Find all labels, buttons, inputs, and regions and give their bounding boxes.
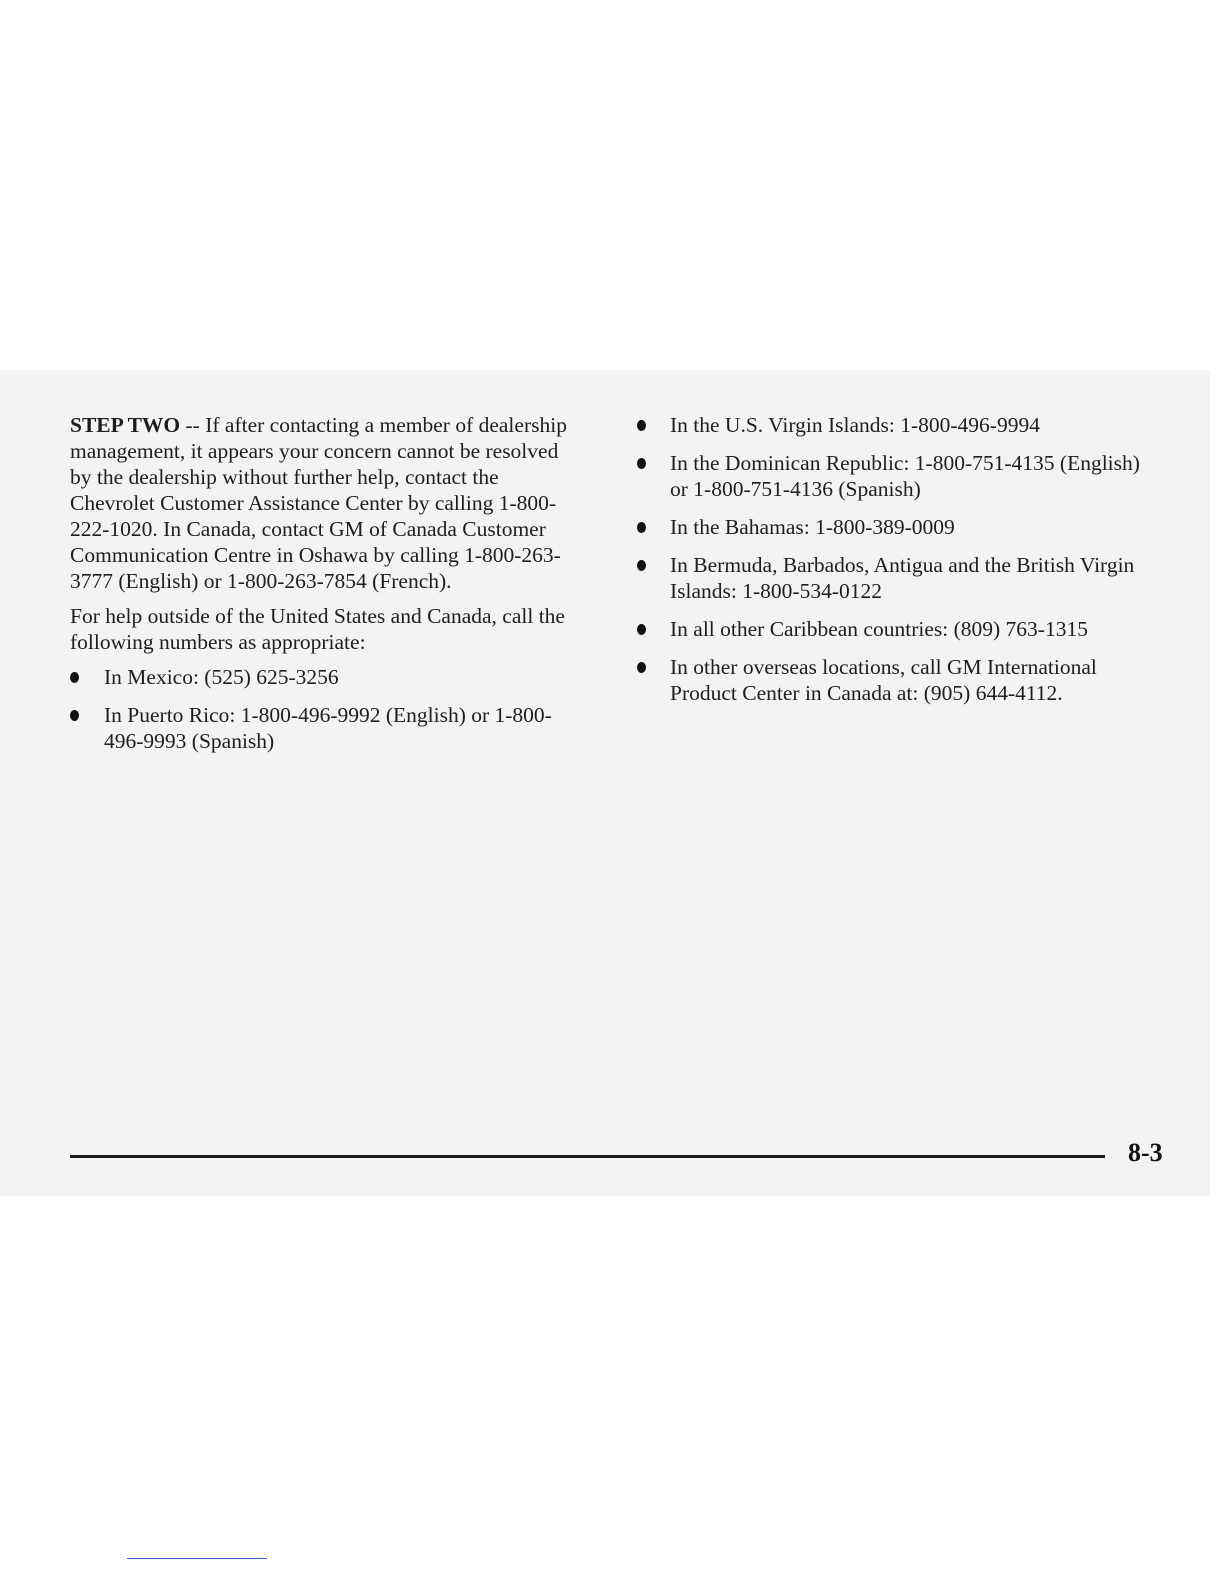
page-link-underline[interactable] — [127, 1558, 267, 1559]
list-item-caribbean — [634, 616, 1144, 642]
left-column — [70, 412, 570, 766]
list-item-text: In Bermuda, Barbados, Antigua and the British Virgin Islands: 1-800-534-0122 — [670, 553, 1135, 603]
step-two-text: -- If after contacting a member of dealership management, it appears your concern cannot be resolved by the dealership without further help, contact the Chevrolet Customer Assistance Center by calling 1-800-222-1020. In Canada, contact GM of Canada Customer Communication Centre in Oshawa by calling 1-800-263-3777 (English) or 1-800-263-7854 (French). — [70, 413, 567, 593]
bullet-icon — [637, 624, 646, 635]
list-item-text: In Puerto Rico: 1-800-496-9992 (English) or 1-800-496-9993 (Spanish) — [104, 703, 552, 753]
list-item-text: In all other Caribbean countries: (809) 763-1315 — [670, 617, 1088, 641]
list-item-puerto-rico — [70, 702, 570, 754]
page-number: 8-3 — [1128, 1138, 1163, 1167]
list-item-text: In the Dominican Republic: 1-800-751-4135 (English) or 1-800-751-4136 (Spanish) — [670, 451, 1140, 501]
bullet-icon — [637, 458, 646, 469]
bullet-icon — [637, 662, 646, 673]
bullet-icon — [637, 420, 646, 431]
list-item-overseas — [634, 654, 1144, 706]
left-contact-list — [70, 664, 570, 754]
list-item-text: In the U.S. Virgin Islands: 1-800-496-9994 — [670, 413, 1040, 437]
step-two-paragraph — [70, 412, 570, 594]
bullet-icon — [637, 560, 646, 571]
step-two-label: STEP TWO — [70, 413, 181, 437]
list-item-text: In the Bahamas: 1-800-389-0009 — [670, 515, 955, 539]
bullet-icon — [70, 672, 79, 683]
right-contact-list — [634, 412, 1144, 706]
right-column — [634, 412, 1144, 718]
list-item-text: In other overseas locations, call GM International Product Center in Canada at: (905) 644-4112. — [670, 655, 1097, 705]
list-item-us-virgin-islands — [634, 412, 1144, 438]
footer-rule — [70, 1155, 1105, 1158]
list-item-text: In Mexico: (525) 625-3256 — [104, 665, 339, 689]
list-item-dominican-republic — [634, 450, 1144, 502]
bullet-icon — [70, 710, 79, 721]
outside-intro: For help outside of the United States and Canada, call the following numbers as appropriate: — [70, 604, 565, 654]
bullet-icon — [637, 522, 646, 533]
list-item-bermuda — [634, 552, 1144, 604]
list-item-mexico — [70, 664, 570, 690]
list-item-bahamas — [634, 514, 1144, 540]
